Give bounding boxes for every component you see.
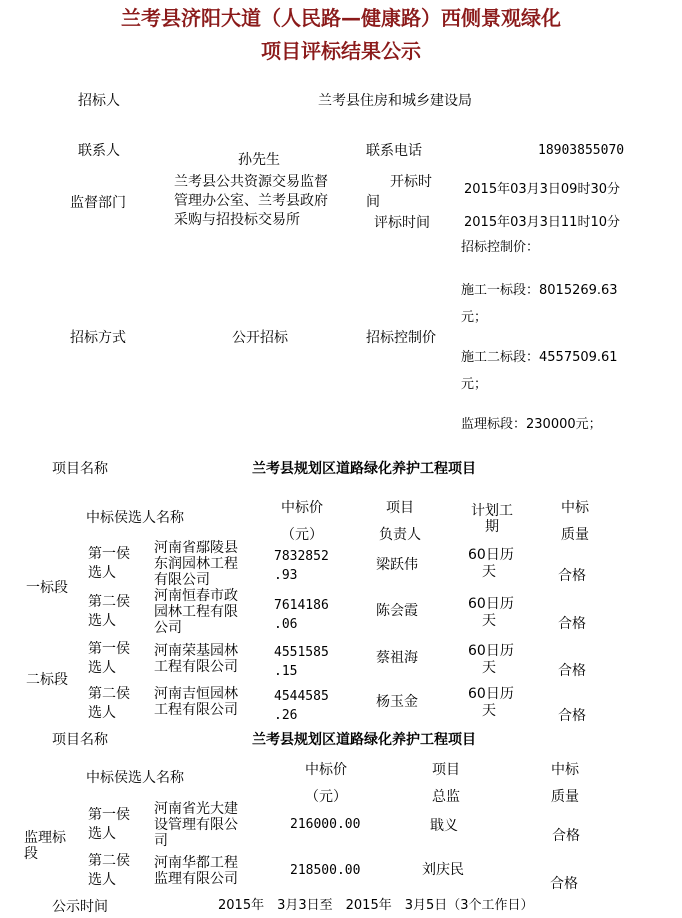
open-time-label: 开标时 间 xyxy=(366,174,432,210)
table-row-price: 218500.00 xyxy=(290,863,361,878)
section-1-label: 一标段 xyxy=(26,580,68,596)
supervision-header-price: 中标价 （元） xyxy=(305,762,347,805)
table-row-period: 60日历 天 xyxy=(468,596,514,629)
supervision-project-name: 兰考县规划区道路绿化养护工程项目 xyxy=(252,732,476,748)
header-quality: 中标 质量 xyxy=(561,500,589,543)
table-row-quality: 合格 xyxy=(552,828,580,844)
method-value: 公开招标 xyxy=(232,330,288,346)
table-row-director: 戢义 xyxy=(430,818,458,834)
eval-time-value: 2015年03月3日11时10分 xyxy=(464,215,620,230)
method-label: 招标方式 xyxy=(70,330,126,346)
control-line-2: 元； xyxy=(461,310,488,325)
table-row-quality: 合格 xyxy=(558,708,586,724)
control-label: 招标控制价 xyxy=(366,330,436,346)
contact-label: 联系人 xyxy=(78,143,120,159)
control-line-1: 施工一标段：8015269.63 xyxy=(461,283,618,298)
supervision-header-quality: 中标 质量 xyxy=(551,762,579,805)
supervisor-value: 兰考县公共资源交易监督 管理办公室、兰考县政府 采购与招投标交易所 xyxy=(174,174,328,228)
table-row-price: 7832852 .93 xyxy=(274,549,329,583)
open-time-value: 2015年03月3日09时30分 xyxy=(464,182,620,197)
control-line-3: 施工二标段：4557509.61 xyxy=(461,350,618,365)
header-manager: 项目 负责人 xyxy=(379,500,421,543)
supervision-section-label: 监理标 段 xyxy=(24,830,66,862)
section-2-label: 二标段 xyxy=(26,672,68,688)
table-row-rank: 第二侯 选人 xyxy=(88,686,130,721)
table-row-manager: 梁跃伟 xyxy=(376,557,418,573)
table-row-quality: 合格 xyxy=(550,876,578,892)
table-row-manager: 陈会霞 xyxy=(376,603,418,619)
table-row-company: 河南荣基园林 工程有限公司 xyxy=(154,643,238,675)
table-row-rank: 第二侯 选人 xyxy=(88,853,130,888)
table-row-period: 60日历 天 xyxy=(468,686,514,719)
notice-period: 2015年 3月3日至 2015年 3月5日（3个工作日） xyxy=(218,898,534,913)
tenderer-value: 兰考县住房和城乡建设局 xyxy=(318,93,472,109)
table-row-price: 4551585 .15 xyxy=(274,645,329,679)
construction-project-label: 项目名称 xyxy=(52,461,108,477)
page-title: 兰考县济阳大道（人民路—健康路）西侧景观绿化 xyxy=(121,6,561,30)
table-row-director: 刘庆民 xyxy=(422,862,464,878)
table-row-company: 河南省鄢陵县 东润园林工程 有限公司 xyxy=(154,540,238,588)
table-row-manager: 杨玉金 xyxy=(376,694,418,710)
phone-label: 联系电话 xyxy=(366,143,422,159)
supervisor-label: 监督部门 xyxy=(70,195,126,211)
table-row-quality: 合格 xyxy=(558,616,586,632)
header-period: 计划工 期 xyxy=(471,503,513,535)
control-line-0: 招标控制价： xyxy=(461,240,540,255)
table-row-period: 60日历 天 xyxy=(468,547,514,580)
control-line-4: 元； xyxy=(461,377,488,392)
notice-label: 公示时间 xyxy=(52,899,108,915)
contact-value: 孙先生 xyxy=(238,152,280,168)
table-row-rank: 第一侯 选人 xyxy=(88,546,130,581)
table-row-period: 60日历 天 xyxy=(468,643,514,676)
table-row-rank: 第二侯 选人 xyxy=(88,594,130,629)
table-row-price: 4544585 .26 xyxy=(274,689,329,723)
supervision-header-director: 项目 总监 xyxy=(432,762,460,805)
table-row-company: 河南华都工程 监理有限公司 xyxy=(154,855,238,887)
header-candidate: 中标侯选人名称 xyxy=(86,510,184,526)
table-row-manager: 蔡祖海 xyxy=(376,650,418,666)
table-row-rank: 第一侯 选人 xyxy=(88,641,130,676)
table-row-company: 河南恒春市政 园林工程有限 公司 xyxy=(154,588,238,636)
table-row-company: 河南省光大建 设管理有限公 司 xyxy=(154,801,238,849)
phone-value: 18903855070 xyxy=(538,143,625,158)
table-row-quality: 合格 xyxy=(558,663,586,679)
table-row-rank: 第一侯 选人 xyxy=(88,807,130,842)
supervision-header-candidate: 中标侯选人名称 xyxy=(86,770,184,786)
construction-project-name: 兰考县规划区道路绿化养护工程项目 xyxy=(252,461,476,477)
table-row-price: 216000.00 xyxy=(290,817,361,832)
table-row-price: 7614186 .06 xyxy=(274,598,329,632)
tenderer-label: 招标人 xyxy=(78,93,120,109)
eval-time-label: 评标时间 xyxy=(374,215,430,231)
table-row-quality: 合格 xyxy=(558,568,586,584)
control-line-5: 监理标段：230000元； xyxy=(461,417,602,432)
page-subtitle: 项目评标结果公示 xyxy=(261,39,421,63)
supervision-project-label: 项目名称 xyxy=(52,732,108,748)
header-price: 中标价 （元） xyxy=(281,500,323,543)
table-row-company: 河南吉恒园林 工程有限公司 xyxy=(154,686,238,718)
